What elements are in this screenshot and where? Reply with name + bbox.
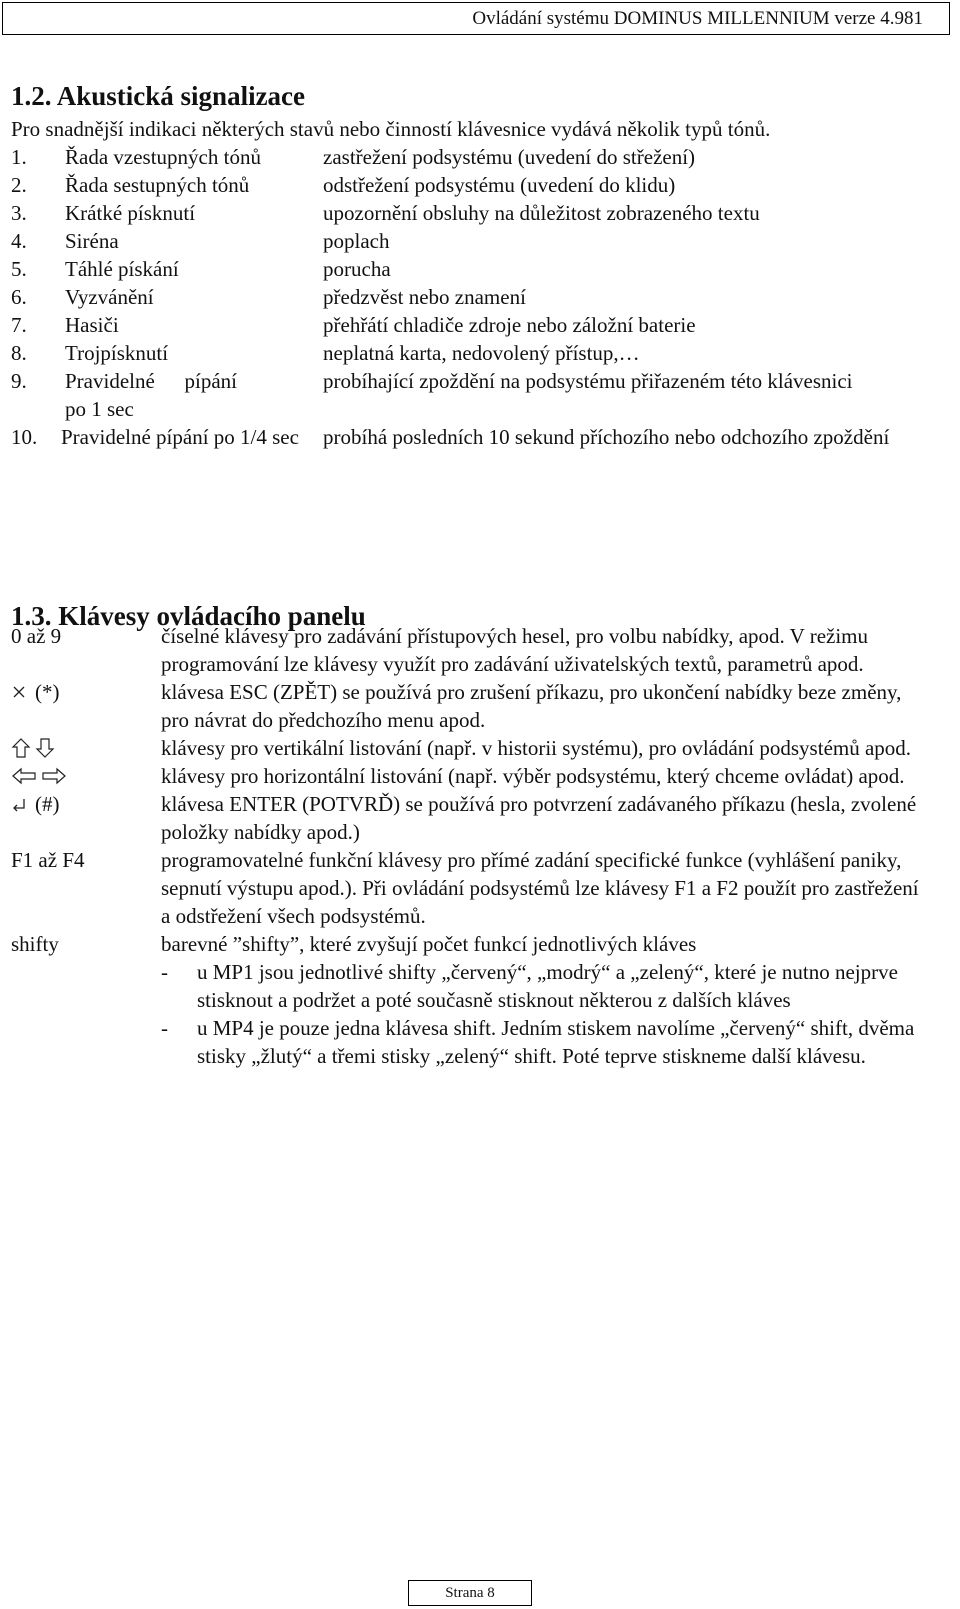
signal-row	[11, 367, 931, 423]
signal-name: Trojpísknutí	[65, 341, 169, 365]
key-label: F1 až F4	[11, 848, 85, 872]
signal-row	[11, 283, 931, 311]
signal-description: odstřežení podsystému (uvedení do klidu)	[323, 173, 676, 197]
signal-name: Řada vzestupných tónů	[65, 145, 261, 169]
list-item	[161, 958, 931, 1014]
signal-description: neplatná karta, nedovolený přístup,…	[323, 341, 640, 365]
signal-description: porucha	[323, 257, 391, 281]
key-label: (#)	[35, 792, 60, 816]
key-row	[11, 622, 931, 678]
signal-name: Krátké písknutí	[65, 201, 196, 225]
page-footer	[408, 1580, 532, 1606]
key-row	[11, 790, 931, 846]
key-row	[11, 678, 931, 734]
signal-description: upozornění obsluhy na důležitost zobrazeného textu	[323, 201, 760, 225]
signal-row	[11, 143, 931, 171]
signal-list	[11, 143, 931, 451]
signal-name: Vyzvánění	[65, 285, 154, 309]
section-heading-acoustic: 1.2. Akustická signalizace	[11, 81, 306, 111]
page-header	[2, 2, 950, 35]
key-description: klávesy pro horizontální listování (např. výběr podsystému, který chceme ovládat) apod.	[161, 764, 905, 788]
signal-description: předzvěst nebo znamení	[323, 285, 526, 309]
signal-number: 10.	[11, 425, 38, 449]
key-description-block	[161, 930, 931, 1070]
signal-name: Siréna	[65, 229, 119, 253]
key-label-cell	[11, 762, 161, 790]
signal-number: 1.	[11, 145, 27, 169]
bullet-text: u MP1 jsou jednotlivé shifty „červený“, „modrý“ a „zelený“, které je nutno nejprve stisknout a podržet a poté současně stisknout některou z dalších kláves	[197, 960, 898, 1012]
acoustic-intro: Pro snadnější indikaci některých stavů nebo činností klávesnice vydává několik typů tónů.	[11, 117, 771, 141]
key-label-cell	[11, 622, 161, 678]
signal-number: 2.	[11, 173, 27, 197]
page-number: Strana 8	[445, 1585, 495, 1601]
key-description: barevné ”shifty”, které zvyšují počet funkcí jednotlivých kláves	[161, 932, 697, 956]
signal-row	[11, 255, 931, 283]
key-description: programovatelné funkční klávesy pro přímé zadání specifické funkce (vyhlášení paniky, sepnutí výstupu apod.). Při ovládání podsystémů lze klávesy F1 a F2 použít pro zastřežení a odstřežení všech podsystémů.	[161, 848, 919, 928]
signal-number: 8.	[11, 341, 27, 365]
signal-row	[11, 423, 931, 451]
signal-description: probíhá posledních 10 sekund příchozího nebo odchozího zpoždění	[323, 425, 890, 449]
shift-bullet-list	[161, 958, 931, 1070]
key-row	[11, 734, 931, 762]
key-label: (*)	[35, 680, 60, 704]
signal-number: 4.	[11, 229, 27, 253]
key-label-cell	[11, 790, 161, 846]
signal-number: 5.	[11, 257, 27, 281]
key-label-cell	[11, 678, 161, 734]
key-label-cell	[11, 930, 161, 1070]
signal-number: 9.	[11, 369, 27, 393]
signal-number: 7.	[11, 313, 27, 337]
key-description: klávesy pro vertikální listování (např. v historii systému), pro ovládání podsystémů apod.	[161, 736, 912, 760]
left-right-arrows-icon	[11, 762, 67, 790]
key-description: klávesa ESC (ZPĚT) se používá pro zrušení příkazu, pro ukončení nabídky beze změny, pro návrat do předchozího menu apod.	[161, 680, 902, 732]
document-title: Ovládání systému DOMINUS MILLENNIUM verze 4.981	[472, 8, 923, 29]
signal-name: Řada sestupných tónů	[65, 173, 250, 197]
signal-row	[11, 311, 931, 339]
signal-description: probíhající zpoždění na podsystému přiřazeném této klávesnici	[323, 369, 853, 393]
enter-icon	[11, 790, 27, 818]
key-label-cell	[11, 846, 161, 930]
bullet-text: u MP4 je pouze jedna klávesa shift. Jedním stiskem navolíme „červený“ shift, dvěma stisky „žlutý“ a třemi stisky „zelený“ shift. Poté teprve stiskneme další klávesu.	[197, 1016, 915, 1068]
key-description: klávesa ENTER (POTVRĎ) se používá pro potvrzení zadávaného příkazu (hesla, zvolené položky nabídky apod.)	[161, 792, 917, 844]
key-list	[11, 622, 931, 1070]
key-row	[11, 762, 931, 790]
key-label: shifty	[11, 932, 59, 956]
section-heading-keys: 1.3. Klávesy ovládacího panelu	[11, 601, 366, 631]
bullet-marker: -	[161, 960, 168, 984]
signal-number: 6.	[11, 285, 27, 309]
signal-description: přehřátí chladiče zdroje nebo záložní baterie	[323, 313, 696, 337]
signal-row	[11, 339, 931, 367]
signal-name: Pravidelné pípání po 1 sec	[65, 369, 237, 421]
signal-name: Hasiči	[65, 313, 119, 337]
list-item	[161, 1014, 931, 1070]
signal-name: Pravidelné pípání po 1/4 sec	[61, 425, 299, 449]
signal-row	[11, 171, 931, 199]
key-label-cell	[11, 734, 161, 762]
up-down-arrows-icon	[11, 734, 59, 762]
signal-name: Táhlé pískání	[65, 257, 179, 281]
key-label: 0 až 9	[11, 624, 62, 648]
signal-row	[11, 227, 931, 255]
key-row	[11, 930, 931, 1070]
signal-row	[11, 199, 931, 227]
signal-description: zastřežení podsystému (uvedení do střežení)	[323, 145, 696, 169]
bullet-marker: -	[161, 1016, 168, 1040]
signal-description: poplach	[323, 229, 390, 253]
key-row	[11, 846, 931, 930]
signal-number: 3.	[11, 201, 27, 225]
times-icon	[11, 678, 27, 706]
key-description: číselné klávesy pro zadávání přístupových hesel, pro volbu nabídky, apod. V režimu programování lze klávesy využít pro zadávání uživatelských textů, parametrů apod.	[161, 624, 869, 676]
